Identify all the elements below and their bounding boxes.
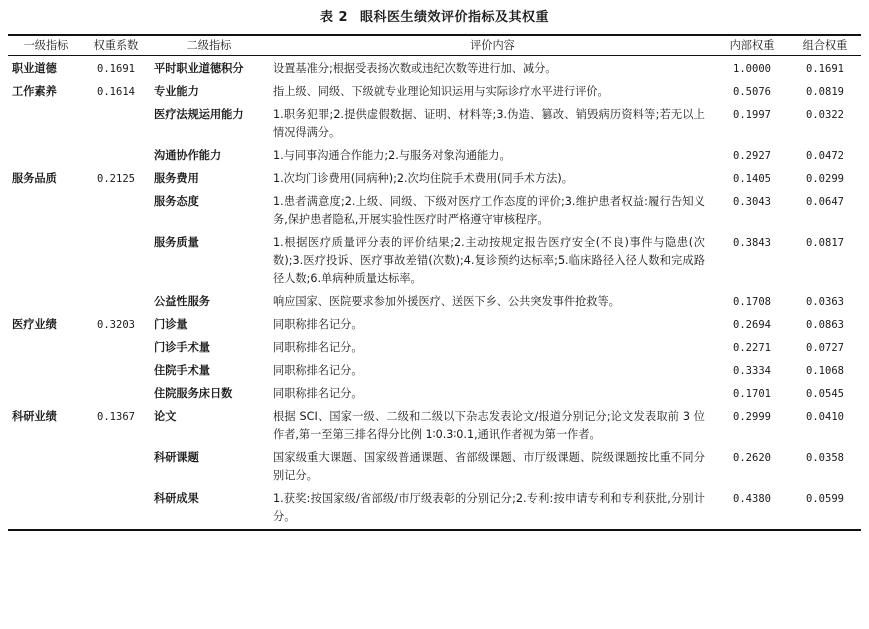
internal-weight-cell: 0.3843 — [733, 237, 771, 249]
combined-weight-cell: 0.0819 — [806, 86, 844, 98]
evaluation-content-cell: 1.与同事沟通合作能力;2.与服务对象沟通能力。 — [273, 149, 511, 162]
table-header-row — [8, 35, 861, 56]
header-internal-weight: 内部权重 — [729, 38, 775, 52]
combined-weight-cell: 0.0299 — [806, 173, 844, 185]
combined-weight-cell: 0.0817 — [806, 237, 844, 249]
weight-cell: 0.2125 — [97, 173, 135, 185]
header-weight-coefficient: 权重系数 — [93, 38, 139, 52]
evaluation-content-cell: 根据 SCI、国家一级、二级和二级以下杂志发表论文/报道分别记分;论文发表取前 3 位作者,第一至第三排名得分比例 1∶0.3∶0.1,通讯作者视为第一作者。 — [273, 410, 705, 441]
weight-cell: 0.1691 — [97, 63, 135, 75]
internal-weight-cell: 0.2271 — [733, 342, 771, 354]
header-secondary-indicator: 二级指标 — [186, 38, 232, 52]
weight-cell: 0.1367 — [97, 411, 135, 423]
secondary-indicator-cell: 论文 — [154, 410, 177, 423]
primary-indicator-cell — [8, 145, 84, 168]
primary-indicator-cell — [8, 232, 84, 291]
table-row — [8, 232, 861, 291]
internal-weight-cell: 0.3043 — [733, 196, 771, 208]
weight-cell — [84, 232, 148, 291]
evaluation-content-cell: 1.次均门诊费用(同病种);2.次均住院手术费用(同手术方法)。 — [273, 172, 573, 185]
evaluation-content-cell: 设置基准分;根据受表扬次数或违纪次数等进行加、减分。 — [273, 62, 557, 75]
weight-cell: 0.1614 — [97, 86, 135, 98]
evaluation-content-cell: 国家级重大课题、国家级普通课题、省部级课题、市厅级课题、院级课题按比重不同分别记分。 — [273, 451, 705, 482]
evaluation-content-cell: 1.根据医疗质量评分表的评价结果;2.主动按规定报告医疗安全(不良)事件与隐患(次数);3.医疗投诉、医疗事故差错(次数);4.复诊预约达标率;5.临床路径入径人数和完成路径人数;6.单病种质量达标率。 — [273, 236, 705, 285]
evaluation-content-cell: 同职称排名记分。 — [273, 341, 363, 354]
table-row — [8, 291, 861, 314]
evaluation-content-cell: 同职称排名记分。 — [273, 364, 363, 377]
weight-cell — [84, 145, 148, 168]
internal-weight-cell: 0.1701 — [733, 388, 771, 400]
secondary-indicator-cell: 住院服务床日数 — [154, 387, 233, 400]
primary-indicator-cell — [8, 360, 84, 383]
secondary-indicator-cell: 公益性服务 — [154, 295, 210, 308]
table-row — [8, 104, 861, 145]
combined-weight-cell: 0.0472 — [806, 150, 844, 162]
table-row — [8, 488, 861, 530]
evaluation-content-cell: 响应国家、医院要求参加外援医疗、送医下乡、公共突发事件抢救等。 — [273, 295, 620, 308]
internal-weight-cell: 0.1708 — [733, 296, 771, 308]
internal-weight-cell: 0.1405 — [733, 173, 771, 185]
weight-cell — [84, 291, 148, 314]
primary-indicator-cell: 科研业绩 — [12, 410, 57, 423]
combined-weight-cell: 0.0545 — [806, 388, 844, 400]
table-row — [8, 191, 861, 232]
table-row — [8, 314, 861, 337]
evaluation-content-cell: 1.职务犯罪;2.提供虚假数据、证明、材料等;3.伪造、篡改、销毁病历资料等;若无以上情况得满分。 — [273, 108, 705, 139]
table-caption — [0, 6, 869, 25]
table-row — [8, 56, 861, 82]
evaluation-content-cell: 1.获奖:按国家级/省部级/市厅级表彰的分别记分;2.专利:按申请专利和专利获批,分别计分。 — [273, 492, 705, 523]
combined-weight-cell: 0.1068 — [806, 365, 844, 377]
table-title: 眼科医生绩效评价指标及其权重 — [360, 10, 550, 25]
secondary-indicator-cell: 门诊量 — [154, 318, 188, 331]
combined-weight-cell: 0.0322 — [806, 109, 844, 121]
primary-indicator-cell — [8, 447, 84, 488]
table-row — [8, 360, 861, 383]
combined-weight-cell: 0.0647 — [806, 196, 844, 208]
weight-cell — [84, 360, 148, 383]
secondary-indicator-cell: 服务态度 — [154, 195, 199, 208]
table-row — [8, 383, 861, 406]
primary-indicator-cell — [8, 337, 84, 360]
internal-weight-cell: 0.1997 — [733, 109, 771, 121]
combined-weight-cell: 0.0363 — [806, 296, 844, 308]
internal-weight-cell: 0.2927 — [733, 150, 771, 162]
primary-indicator-cell — [8, 488, 84, 530]
indicator-weight-table — [8, 34, 861, 531]
combined-weight-cell: 0.0358 — [806, 452, 844, 464]
primary-indicator-cell — [8, 291, 84, 314]
combined-weight-cell: 0.0410 — [806, 411, 844, 423]
header-evaluation-content: 评价内容 — [470, 38, 515, 52]
table-row — [8, 145, 861, 168]
weight-cell — [84, 104, 148, 145]
primary-indicator-cell — [8, 104, 84, 145]
weight-cell — [84, 447, 148, 488]
secondary-indicator-cell: 医疗法规运用能力 — [154, 108, 244, 121]
table-row — [8, 337, 861, 360]
primary-indicator-cell: 职业道德 — [12, 62, 57, 75]
internal-weight-cell: 1.0000 — [733, 63, 771, 75]
secondary-indicator-cell: 科研成果 — [154, 492, 199, 505]
primary-indicator-cell: 医疗业绩 — [12, 318, 57, 331]
combined-weight-cell: 0.0599 — [806, 493, 844, 505]
combined-weight-cell: 0.0863 — [806, 319, 844, 331]
weight-cell: 0.3203 — [97, 319, 135, 331]
primary-indicator-cell — [8, 191, 84, 232]
weight-cell — [84, 337, 148, 360]
secondary-indicator-cell: 沟通协作能力 — [154, 149, 222, 162]
internal-weight-cell: 0.3334 — [733, 365, 771, 377]
primary-indicator-cell: 工作素养 — [12, 85, 57, 98]
evaluation-content-cell: 同职称排名记分。 — [273, 318, 363, 331]
internal-weight-cell: 0.2999 — [733, 411, 771, 423]
secondary-indicator-cell: 住院手术量 — [154, 364, 210, 377]
table-row — [8, 81, 861, 104]
table-row — [8, 447, 861, 488]
secondary-indicator-cell: 服务费用 — [154, 172, 199, 185]
secondary-indicator-cell: 平时职业道德积分 — [154, 62, 244, 75]
secondary-indicator-cell: 服务质量 — [154, 236, 199, 249]
table-row — [8, 406, 861, 447]
internal-weight-cell: 0.5076 — [733, 86, 771, 98]
secondary-indicator-cell: 专业能力 — [154, 85, 199, 98]
weight-cell — [84, 191, 148, 232]
table-number: 表 2 — [319, 10, 349, 25]
internal-weight-cell: 0.2694 — [733, 319, 771, 331]
evaluation-content-cell: 指上级、同级、下级就专业理论知识运用与实际诊疗水平进行评价。 — [273, 85, 609, 98]
table-row — [8, 168, 861, 191]
combined-weight-cell: 0.1691 — [806, 63, 844, 75]
primary-indicator-cell — [8, 383, 84, 406]
evaluation-content-cell: 1.患者满意度;2.上级、同级、下级对医疗工作态度的评价;3.维护患者权益:履行告知义务,保护患者隐私,开展实验性医疗时严格遵守审核程序。 — [273, 195, 705, 226]
header-combined-weight: 组合权重 — [802, 38, 848, 52]
secondary-indicator-cell: 门诊手术量 — [154, 341, 210, 354]
internal-weight-cell: 0.4380 — [733, 493, 771, 505]
primary-indicator-cell: 服务品质 — [12, 172, 57, 185]
internal-weight-cell: 0.2620 — [733, 452, 771, 464]
evaluation-content-cell: 同职称排名记分。 — [273, 387, 363, 400]
weight-cell — [84, 488, 148, 530]
combined-weight-cell: 0.0727 — [806, 342, 844, 354]
weight-cell — [84, 383, 148, 406]
header-primary-indicator: 一级指标 — [23, 38, 69, 52]
secondary-indicator-cell: 科研课题 — [154, 451, 199, 464]
